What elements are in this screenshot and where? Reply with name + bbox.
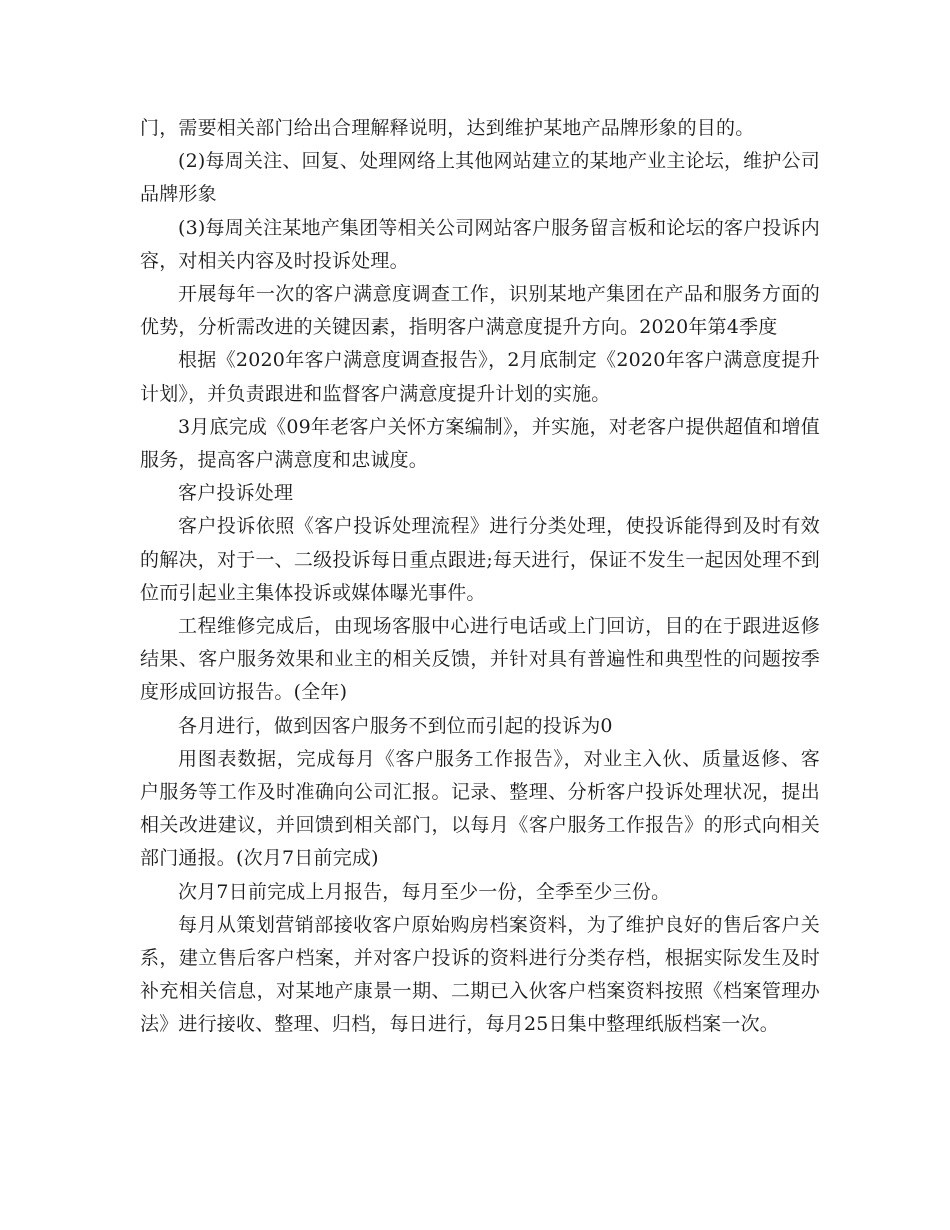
paragraph-item-2: (2)每周关注、回复、处理网络上其他网站建立的某地产业主论坛，维护公司品牌形象 <box>140 150 820 206</box>
paragraph-archive-management: 每月从策划营销部接收客户原始购房档案资料，为了维护良好的售后客户关系，建立售后客户档案，并对客户投诉的资料进行分类存档，根据实际发生及时补充相关信息，对某地产康景一期、二期已入伙客户档案资料按照《档案管理办法》进行接收、整理、归档，每日进行，每月25日集中整理纸版档案一次。 <box>140 913 820 1036</box>
paragraph-continuation: 门，需要相关部门给出合理解释说明，达到维护某地产品牌形象的目的。 <box>140 117 755 139</box>
document-body <box>140 112 820 1042</box>
paragraph-satisfaction-survey: 开展每年一次的客户满意度调查工作，识别某地产集团在产品和服务方面的优势，分析需改进的关键因素，指明客户满意度提升方向。2020年第4季度 <box>140 283 820 339</box>
paragraph-complaint-process: 客户投诉依照《客户投诉处理流程》进行分类处理，使投诉能得到及时有效的解决，对于一、二级投诉每日重点跟进;每天进行，保证不发生一起因处理不到位而引起业主集体投诉或媒体曝光事件。 <box>140 515 820 604</box>
paragraph-return-visit: 工程维修完成后，由现场客服中心进行电话或上门回访，目的在于跟进返修结果、客户服务效果和业主的相关反馈，并针对具有普遍性和典型性的问题按季度形成回访报告。(全年) <box>140 615 820 704</box>
section-heading-complaints: 客户投诉处理 <box>178 482 294 505</box>
paragraph-monthly-target: 各月进行，做到因客户服务不到位而引起的投诉为0 <box>178 714 613 737</box>
paragraph-improvement-plan: 根据《2020年客户满意度调查报告》，2月底制定《2020年客户满意度提升计划》，并负责跟进和监督客户满意度提升计划的实施。 <box>140 349 820 405</box>
paragraph-item-3: (3)每周关注某地产集团等相关公司网站客户服务留言板和论坛的客户投诉内容，对相关内容及时投诉处理。 <box>140 216 820 272</box>
paragraph-monthly-report: 用图表数据，完成每月《客户服务工作报告》，对业主入伙、质量返修、客户服务等工作及时准确向公司汇报。记录、整理、分析客户投诉处理状况，提出相关改进建议，并回馈到相关部门，以每月《客户服务工作报告》的形式向相关部门通报。(次月7日前完成) <box>140 747 820 870</box>
paragraph-report-deadline: 次月7日前完成上月报告，每月至少一份，全季至少三份。 <box>178 880 671 903</box>
paragraph-customer-care: 3月底完成《09年老客户关怀方案编制》，并实施，对老客户提供超值和增值服务，提高客户满意度和忠诚度。 <box>140 415 820 472</box>
